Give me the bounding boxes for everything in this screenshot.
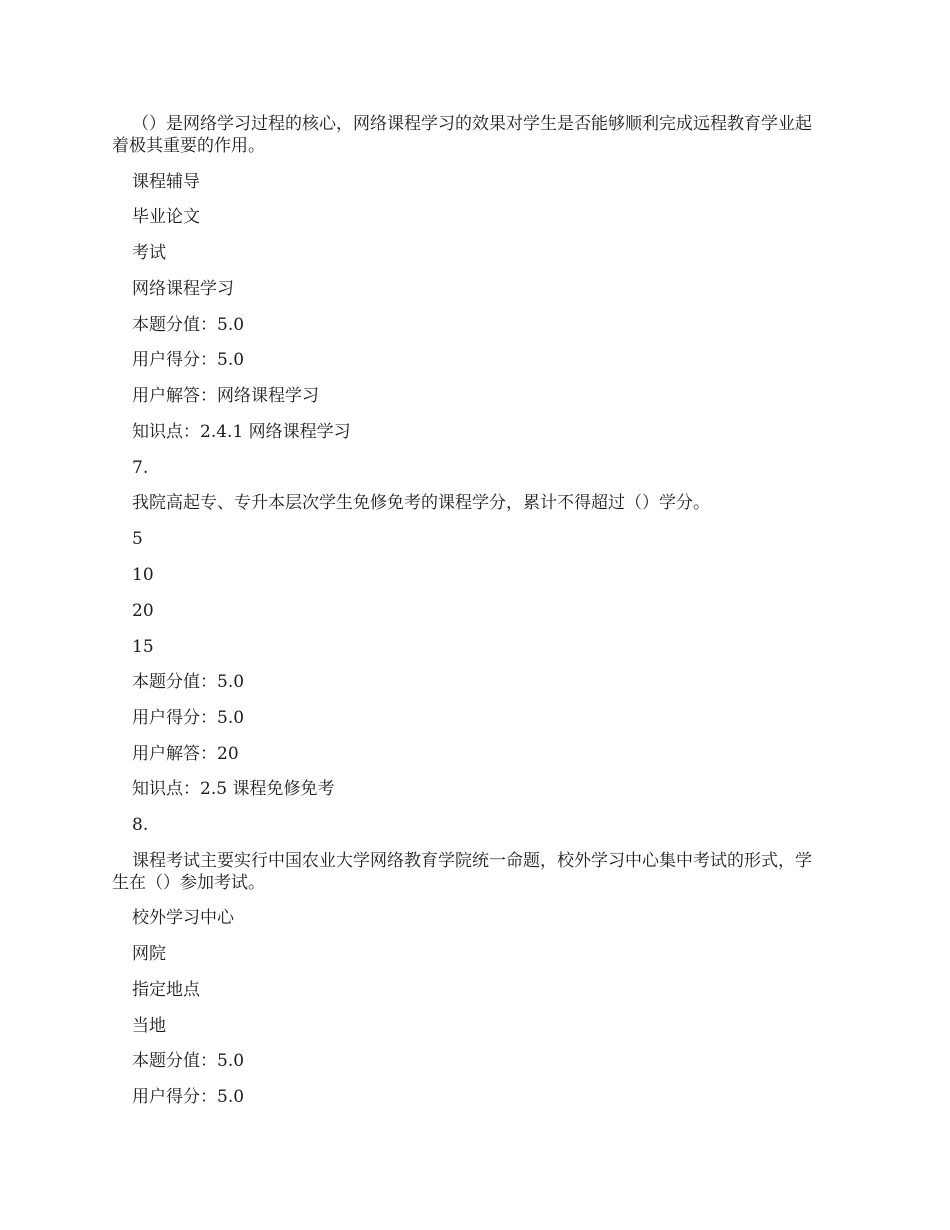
q8-option-d: 当地	[132, 1016, 166, 1036]
q6-option-d: 网络课程学习	[132, 279, 234, 299]
q7-option-a: 5	[132, 529, 143, 549]
q7-score-value: 本题分值：5.0	[132, 672, 245, 692]
q6-user-answer: 用户解答：网络课程学习	[132, 386, 319, 406]
question-8-number: 8.	[132, 815, 149, 835]
q8-score-value: 本题分值：5.0	[132, 1051, 245, 1071]
question-6-stem: （）是网络学习过程的核心，网络课程学习的效果对学生是否能够顺利完成远程教育学业起着极其重要的作用。	[112, 114, 812, 156]
q7-user-answer: 用户解答：20	[132, 744, 239, 764]
q6-knowledge-point: 知识点：2.4.1 网络课程学习	[132, 422, 351, 442]
q7-option-c: 20	[132, 601, 154, 621]
question-7-stem: 我院高起专、专升本层次学生免修免考的课程学分，累计不得超过（）学分。	[132, 493, 710, 513]
question-8-stem: 课程考试主要实行中国农业大学网络教育学院统一命题，校外学习中心集中考试的形式，学生在（）参加考试。	[112, 851, 812, 893]
q8-option-c: 指定地点	[132, 980, 200, 1000]
q7-user-score: 用户得分：5.0	[132, 708, 245, 728]
q8-option-a: 校外学习中心	[132, 908, 234, 928]
question-7-number: 7.	[132, 458, 149, 478]
q8-option-b: 网院	[132, 944, 166, 964]
q6-user-score: 用户得分：5.0	[132, 350, 245, 370]
q6-option-c: 考试	[132, 243, 166, 263]
q6-score-value: 本题分值：5.0	[132, 315, 245, 335]
q8-user-score: 用户得分：5.0	[132, 1087, 245, 1107]
q7-option-d: 15	[132, 637, 154, 657]
q6-option-a: 课程辅导	[132, 172, 200, 192]
q7-option-b: 10	[132, 565, 154, 585]
q6-option-b: 毕业论文	[132, 207, 200, 227]
q7-knowledge-point: 知识点：2.5 课程免修免考	[132, 779, 335, 799]
